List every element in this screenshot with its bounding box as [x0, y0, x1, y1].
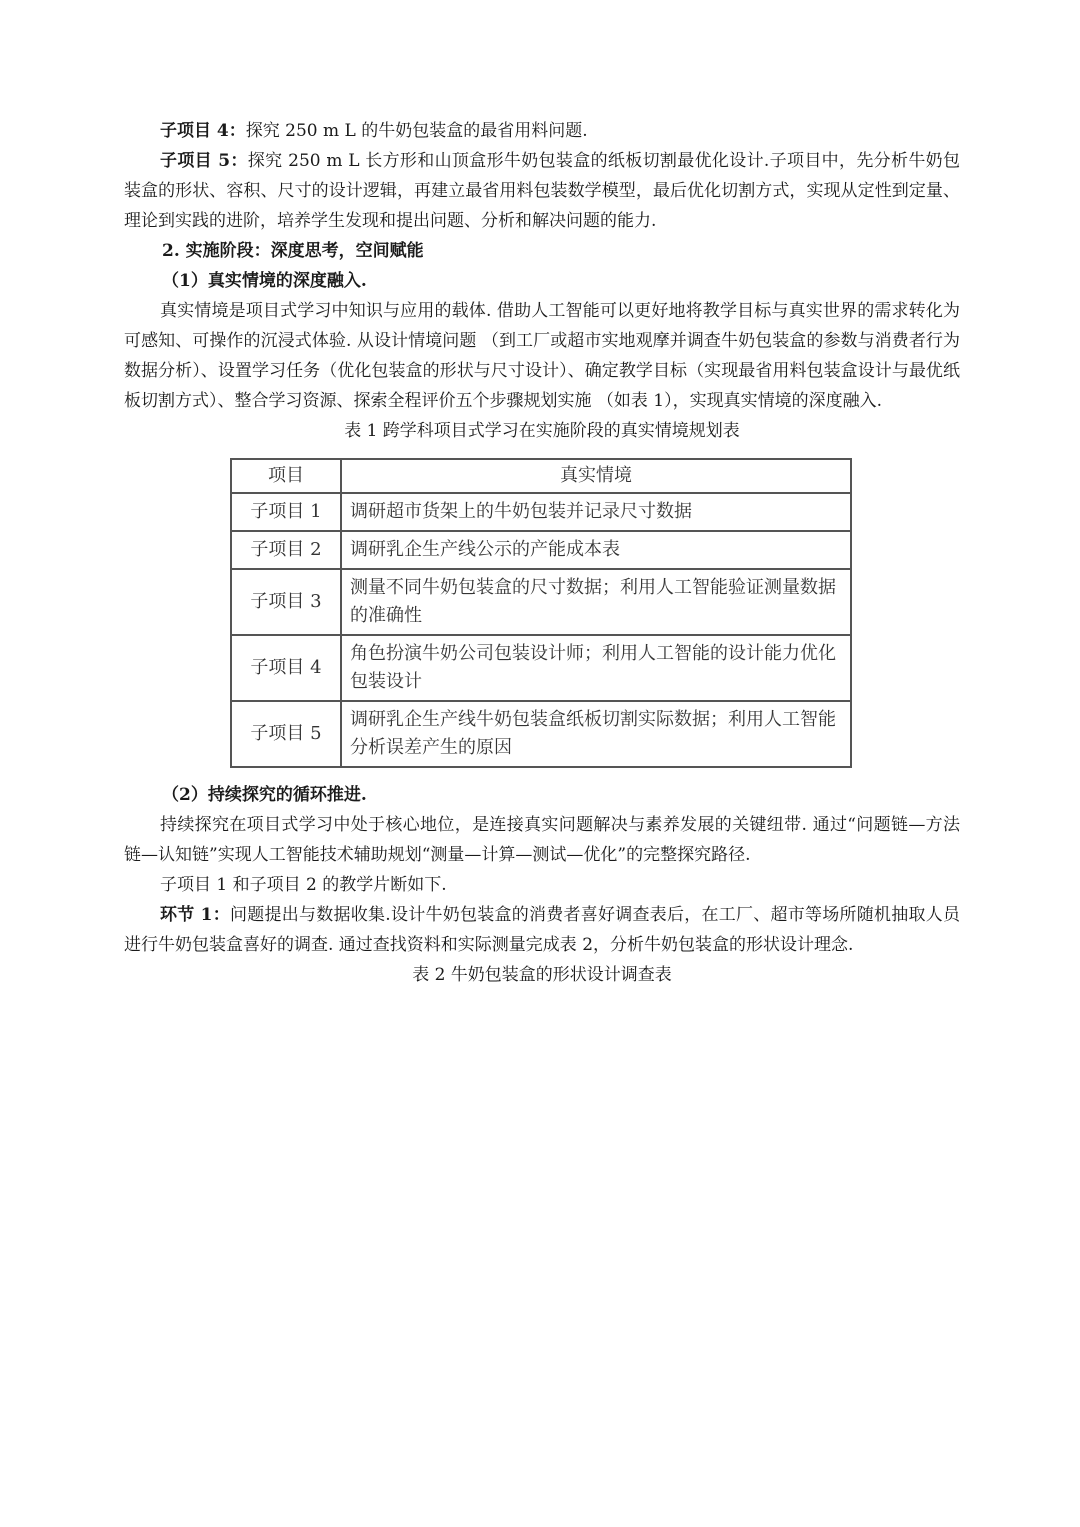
table-row — [231, 569, 851, 635]
table-cell-context: 角色扮演牛奶公司包装设计师；利用人工智能的设计能力优化包装设计 — [341, 635, 851, 701]
table-1-caption: 表 1 跨学科项目式学习在实施阶段的真实情境规划表 — [344, 421, 740, 441]
table-cell-item: 子项目 4 — [231, 635, 341, 701]
subproject-5-label: 子项目 5： — [160, 151, 248, 171]
paragraph-subproject-5 — [124, 146, 960, 236]
table-cell-item: 子项目 2 — [231, 531, 341, 569]
paragraph-continuous-inquiry: 持续探究在项目式学习中处于核心地位，是连接真实问题解决与素养发展的关键纽带. 通过“问题链—方法链—认知链”实现人工智能技术辅助规划“测量—计算—测试—优化”的完整探究路径. — [124, 815, 960, 865]
table-row — [231, 493, 851, 531]
table-1 — [230, 458, 852, 768]
table-row — [231, 635, 851, 701]
step-1-text: 问题提出与数据收集.设计牛奶包装盒的消费者喜好调查表后，在工厂、超市等场所随机抽取人员进行牛奶包装盒喜好的调查. 通过查找资料和实际测量完成表 2，分析牛奶包装盒的形状设计理念. — [124, 905, 961, 955]
table-cell-context: 调研乳企生产线公示的产能成本表 — [341, 531, 851, 569]
paragraph-step-1 — [124, 900, 960, 960]
table-cell-item: 子项目 5 — [231, 701, 341, 767]
paragraph-subproject-4 — [124, 116, 960, 146]
paragraph-teaching-fragment: 子项目 1 和子项目 2 的教学片断如下. — [160, 875, 447, 895]
table-cell-context: 调研超市货架上的牛奶包装并记录尺寸数据 — [341, 493, 851, 531]
table-row — [231, 531, 851, 569]
table-header-item: 项目 — [231, 459, 341, 493]
subsection-heading-real-context: （1）真实情境的深度融入. — [162, 271, 367, 291]
table-cell-item: 子项目 3 — [231, 569, 341, 635]
table-cell-context: 测量不同牛奶包装盒的尺寸数据；利用人工智能验证测量数据的准确性 — [341, 569, 851, 635]
subproject-4-text: 探究 250 m L 的牛奶包装盒的最省用料问题. — [245, 121, 588, 141]
section-heading-implementation: 2. 实施阶段：深度思考，空间赋能 — [162, 241, 424, 261]
subproject-4-label: 子项目 4： — [160, 121, 246, 141]
table-header-row — [231, 459, 851, 493]
table-1-wrapper — [230, 458, 852, 768]
subsection-heading-continuous-inquiry: （2）持续探究的循环推进. — [162, 785, 367, 805]
table-cell-context: 调研乳企生产线牛奶包装盒纸板切割实际数据；利用人工智能分析误差产生的原因 — [341, 701, 851, 767]
table-row — [231, 701, 851, 767]
document-page — [124, 116, 960, 990]
paragraph-real-context: 真实情境是项目式学习中知识与应用的载体. 借助人工智能可以更好地将教学目标与真实世界的需求转化为可感知、可操作的沉浸式体验. 从设计情境问题 （到工厂或超市实地观摩并调查牛奶包装盒的参数与消费者行为数据分析）、设置学习任务（优化包装盒的形状与尺寸设计）、确定教学目标（实现最省用料包装盒设计与最优纸板切割方式）、整合学习资源、探索全程评价五个步骤规划实施 （如表 1），实现真实情境的深度融入. — [124, 301, 960, 411]
table-cell-item: 子项目 1 — [231, 493, 341, 531]
step-1-label: 环节 1： — [160, 905, 231, 925]
table-header-context: 真实情境 — [341, 459, 851, 493]
table-2-caption: 表 2 牛奶包装盒的形状设计调查表 — [412, 965, 672, 985]
subproject-5-text: 探究 250 m L 长方形和山顶盒形牛奶包装盒的纸板切割最优化设计.子项目中，先分析牛奶包装盒的形状、容积、尺寸的设计逻辑，再建立最省用料包装数学模型，最后优化切割方式，实现从定性到定量、理论到实践的进阶，培养学生发现和提出问题、分析和解决问题的能力. — [124, 151, 961, 231]
